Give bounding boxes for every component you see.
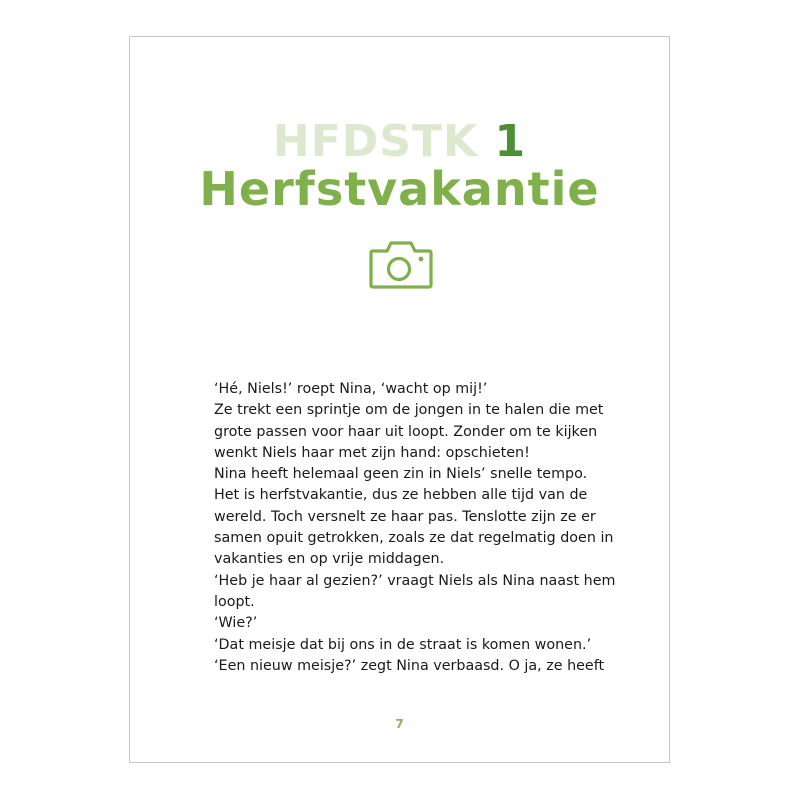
text-line: wereld. Toch versnelt ze haar pas. Tenslotte zijn ze er <box>214 508 596 525</box>
text-line: ‘Heb je haar al gezien?’ vraagt Niels als Nina naast hem <box>214 572 616 589</box>
text-line: samen opuit getrokken, zoals ze dat regelmatig doen in <box>214 530 614 547</box>
text-line: vakanties en op vrije middagen. <box>214 551 445 568</box>
text-line: wenkt Niels haar met zijn hand: opschieten! <box>214 444 530 461</box>
text-line: Ze trekt een sprintje om de jongen in te halen die met <box>214 402 604 419</box>
text-line: grote passen voor haar uit loopt. Zonder om te kijken <box>214 423 598 440</box>
chapter-label <box>130 117 669 167</box>
chapter-title: Herfstvakantie <box>199 162 600 216</box>
book-page <box>129 36 670 763</box>
text-line: ‘Dat meisje dat bij ons in de straat is komen wonen.’ <box>214 636 592 653</box>
text-line: Het is herfstvakantie, dus ze hebben alle tijd van de <box>214 487 588 504</box>
body-text <box>214 379 614 677</box>
page-number: 7 <box>395 717 404 731</box>
text-line: ‘Een nieuw meisje?’ zegt Nina verbaasd. O ja, ze heeft <box>214 657 605 674</box>
text-line: loopt. <box>214 593 255 610</box>
text-line: ‘Hé, Niels!’ roept Nina, ‘wacht op mij!’ <box>214 381 488 397</box>
text-line: ‘Wie?’ <box>214 615 258 632</box>
text-line: Nina heeft helemaal geen zin in Niels’ snelle tempo. <box>214 466 588 483</box>
camera-icon <box>367 237 435 293</box>
chapter-number: 1 <box>494 116 527 167</box>
chapter-label-word: HFDSTK <box>272 116 479 167</box>
